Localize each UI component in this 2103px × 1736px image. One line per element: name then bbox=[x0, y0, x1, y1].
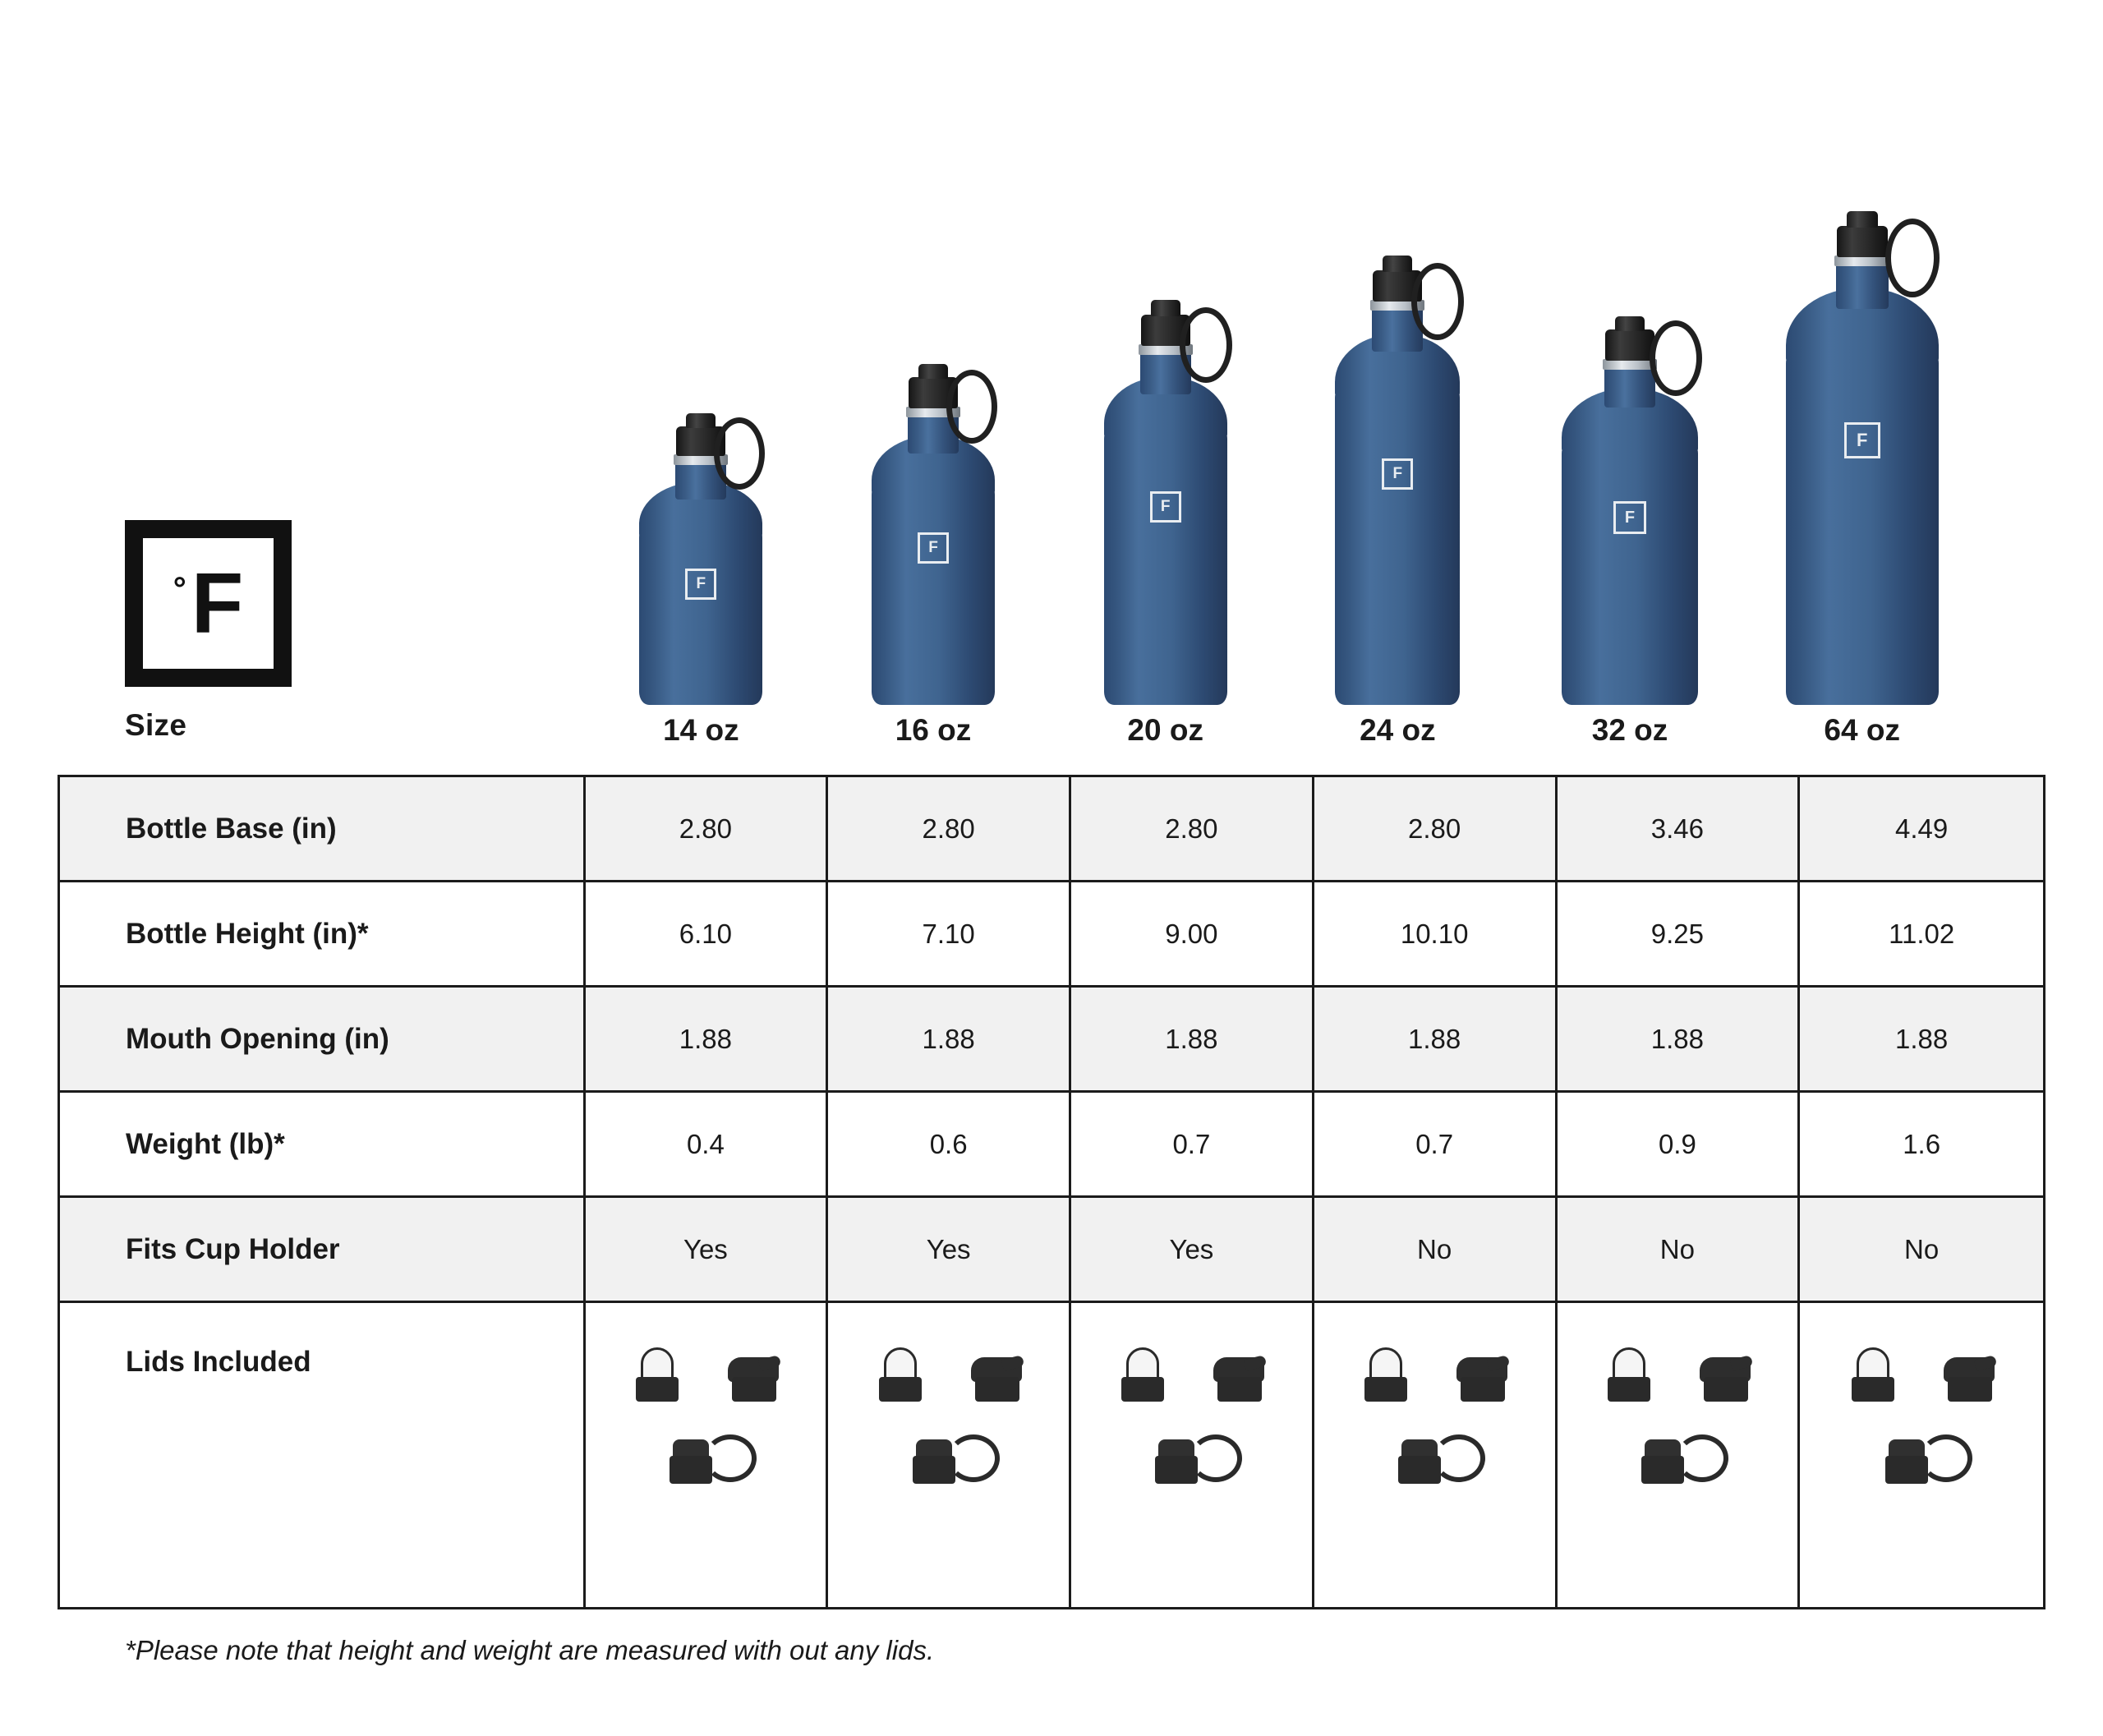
bottle-body bbox=[1786, 352, 1939, 705]
lids-top-group bbox=[1800, 1334, 2043, 1402]
bottle-image-24oz bbox=[1282, 23, 1514, 705]
lids-bottom-group bbox=[1800, 1416, 2043, 1484]
bottle-column-20oz bbox=[1049, 0, 1282, 756]
spout-lid-icon bbox=[1932, 1334, 2008, 1402]
dome-lid-icon bbox=[863, 1334, 938, 1402]
logo-letter: F bbox=[191, 555, 244, 652]
bottle-graphic bbox=[1079, 299, 1252, 705]
bottle-column-24oz bbox=[1282, 0, 1514, 756]
bottle-graphic bbox=[1539, 315, 1720, 705]
dome-lid-icon bbox=[1348, 1334, 1424, 1402]
spout-lid-icon bbox=[959, 1334, 1035, 1402]
cell-value: No bbox=[1314, 1198, 1558, 1301]
handle-lid-icon bbox=[1142, 1416, 1240, 1484]
lids-bottom-group bbox=[1071, 1416, 1312, 1484]
cell-value: 0.6 bbox=[828, 1093, 1071, 1195]
bottle-cap-top bbox=[918, 364, 948, 379]
bottle-column-64oz bbox=[1746, 0, 1978, 756]
bottle-image-16oz bbox=[817, 23, 1050, 705]
bottle-carry-loop bbox=[946, 370, 997, 444]
bottle-column-16oz bbox=[817, 0, 1050, 756]
handle-lid-icon bbox=[900, 1416, 998, 1484]
cell-value: 7.10 bbox=[828, 882, 1071, 985]
size-label-14oz: 14 oz bbox=[663, 713, 739, 747]
bottle-cap-top bbox=[1151, 300, 1180, 316]
lids-top-group bbox=[1314, 1334, 1555, 1402]
cell-value: 1.88 bbox=[1071, 988, 1314, 1090]
lids-cell bbox=[1800, 1303, 2043, 1607]
row-label: Lids Included bbox=[60, 1303, 586, 1607]
cell-value: 1.88 bbox=[586, 988, 829, 1090]
lids-bottom-group bbox=[1314, 1416, 1555, 1484]
bottle-image-64oz bbox=[1746, 23, 1978, 705]
cell-value: No bbox=[1904, 1233, 1940, 1264]
handle-lid-icon bbox=[656, 1416, 755, 1484]
bottle-images bbox=[585, 0, 1978, 756]
cell-value: 1.88 bbox=[1314, 988, 1558, 1090]
table-row bbox=[60, 882, 2043, 988]
bottle-cap-top bbox=[1615, 316, 1645, 331]
cell-value: 2.80 bbox=[586, 777, 829, 880]
lids-cell bbox=[1071, 1303, 1314, 1607]
size-label-64oz: 64 oz bbox=[1824, 713, 1900, 747]
bottle-logo-badge: F bbox=[1844, 422, 1880, 458]
lids-cell bbox=[586, 1303, 829, 1607]
spout-lid-icon bbox=[716, 1334, 792, 1402]
handle-lid-icon bbox=[1872, 1416, 1971, 1484]
cell-value: 0.7 bbox=[1071, 1093, 1314, 1195]
lids-cell bbox=[828, 1303, 1071, 1607]
dome-lid-icon bbox=[1105, 1334, 1180, 1402]
bottle-carry-loop bbox=[1650, 320, 1702, 396]
lids-bottom-group bbox=[586, 1416, 826, 1484]
bottle-logo-badge: F bbox=[1150, 491, 1181, 523]
cell-value: 4.49 bbox=[1895, 813, 1949, 844]
bottle-carry-loop bbox=[1180, 307, 1232, 383]
cell-value: Yes bbox=[1071, 1198, 1314, 1301]
cell-value: 3.46 bbox=[1558, 777, 1801, 880]
table-row bbox=[60, 988, 2043, 1093]
table-row-lids bbox=[60, 1303, 2043, 1607]
lids-top-group bbox=[1071, 1334, 1312, 1402]
specs-table bbox=[58, 775, 2045, 1609]
lids-top-group bbox=[586, 1334, 826, 1402]
cell-value: 1.88 bbox=[1895, 1023, 1949, 1054]
size-label-20oz: 20 oz bbox=[1127, 713, 1203, 747]
lids-top-group bbox=[828, 1334, 1069, 1402]
cell-value: 1.88 bbox=[828, 988, 1071, 1090]
bottle-body bbox=[639, 526, 762, 705]
bottle-graphic bbox=[1764, 212, 1961, 705]
table-row bbox=[60, 777, 2043, 882]
lids-cell bbox=[1314, 1303, 1558, 1607]
lids-top-group bbox=[1558, 1334, 1798, 1402]
bottle-body bbox=[872, 483, 995, 705]
spout-lid-icon bbox=[1202, 1334, 1277, 1402]
bottle-neck bbox=[1836, 261, 1889, 309]
row-label: Bottle Base (in) bbox=[60, 777, 586, 880]
cell-value: 6.10 bbox=[586, 882, 829, 985]
handle-lid-icon bbox=[1628, 1416, 1727, 1484]
bottle-body bbox=[1104, 427, 1227, 705]
dome-lid-icon bbox=[619, 1334, 695, 1402]
bottle-lineup-area bbox=[0, 0, 2103, 756]
bottle-column-32oz bbox=[1514, 0, 1746, 756]
bottle-image-20oz bbox=[1049, 23, 1282, 705]
bottle-graphic bbox=[619, 409, 783, 705]
bottle-neck bbox=[1604, 365, 1655, 408]
cell-value: 11.02 bbox=[1889, 918, 1955, 949]
lids-cell bbox=[1558, 1303, 1801, 1607]
handle-lid-icon bbox=[1385, 1416, 1484, 1484]
bottle-logo-badge: F bbox=[1382, 458, 1413, 490]
bottle-image-32oz bbox=[1514, 23, 1746, 705]
bottle-graphic bbox=[851, 361, 1015, 705]
bottle-cap-top bbox=[686, 413, 716, 428]
bottle-cap-top bbox=[1383, 256, 1412, 272]
bottle-body bbox=[1562, 442, 1698, 705]
bottle-cap bbox=[1605, 329, 1654, 361]
table-row bbox=[60, 1093, 2043, 1198]
cell-value: 0.9 bbox=[1558, 1093, 1801, 1195]
dome-lid-icon bbox=[1835, 1334, 1911, 1402]
row-label: Weight (lb)* bbox=[60, 1093, 586, 1195]
bottle-body bbox=[1335, 386, 1460, 705]
cell-value: 2.80 bbox=[1314, 777, 1558, 880]
cell-value: 0.4 bbox=[586, 1093, 829, 1195]
bottle-logo-badge: F bbox=[685, 569, 716, 600]
spout-lid-icon bbox=[1688, 1334, 1764, 1402]
cell-value: 10.10 bbox=[1314, 882, 1558, 985]
cell-value: Yes bbox=[828, 1198, 1071, 1301]
cell-value: 1.6 bbox=[1903, 1128, 1941, 1159]
row-label: Fits Cup Holder bbox=[60, 1198, 586, 1301]
bottle-cap-top bbox=[1847, 211, 1878, 228]
dome-lid-icon bbox=[1591, 1334, 1667, 1402]
bottle-logo-badge: F bbox=[918, 532, 949, 564]
bottle-image-14oz bbox=[585, 23, 817, 705]
bottle-cap bbox=[1837, 226, 1888, 257]
table-row bbox=[60, 1198, 2043, 1303]
row-label: Mouth Opening (in) bbox=[60, 988, 586, 1090]
bottle-graphic bbox=[1311, 255, 1484, 705]
bottle-carry-loop bbox=[1411, 263, 1464, 340]
spout-lid-icon bbox=[1445, 1334, 1521, 1402]
cell-value: 2.80 bbox=[828, 777, 1071, 880]
size-label-16oz: 16 oz bbox=[895, 713, 972, 747]
bottle-carry-loop bbox=[1885, 219, 1940, 297]
logo-degree-symbol: ° bbox=[173, 570, 186, 607]
cell-value: 1.88 bbox=[1558, 988, 1801, 1090]
cell-value: No bbox=[1558, 1198, 1801, 1301]
bottle-column-14oz bbox=[585, 0, 817, 756]
size-label-32oz: 32 oz bbox=[1591, 713, 1668, 747]
bottle-carry-loop bbox=[714, 417, 765, 490]
bottle-logo-badge: F bbox=[1613, 501, 1646, 534]
cell-value: 9.25 bbox=[1558, 882, 1801, 985]
size-label-24oz: 24 oz bbox=[1360, 713, 1436, 747]
row-label: Bottle Height (in)* bbox=[60, 882, 586, 985]
size-row-label: Size bbox=[125, 708, 187, 742]
cell-value: 0.7 bbox=[1314, 1093, 1558, 1195]
footnote: *Please note that height and weight are measured with out any lids. bbox=[125, 1635, 935, 1665]
cell-value: Yes bbox=[586, 1198, 829, 1301]
lids-bottom-group bbox=[828, 1416, 1069, 1484]
cell-value: 9.00 bbox=[1071, 882, 1314, 985]
logo-mark bbox=[173, 555, 244, 652]
cell-value: 2.80 bbox=[1071, 777, 1314, 880]
brand-logo bbox=[125, 520, 292, 687]
lids-bottom-group bbox=[1558, 1416, 1798, 1484]
